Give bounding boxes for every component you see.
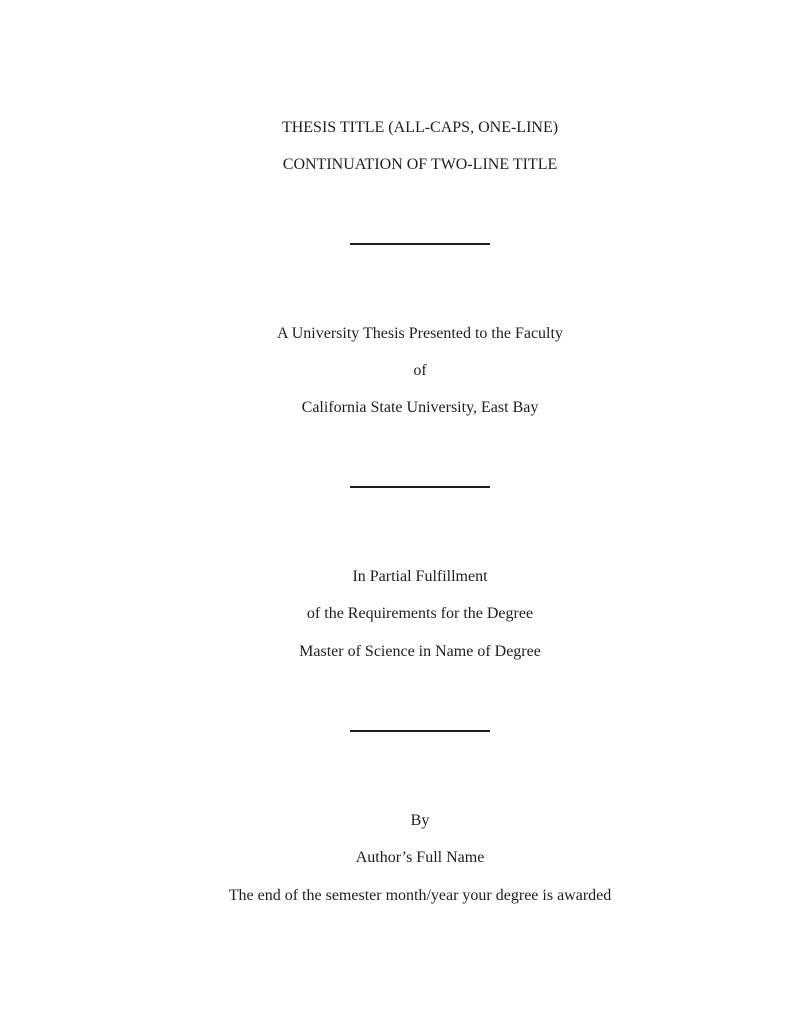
requirements-line: of the Requirements for the Degree bbox=[306, 605, 534, 622]
section-divider-rule bbox=[350, 243, 490, 245]
partial-fulfillment-line: In Partial Fulfillment bbox=[352, 568, 488, 585]
by-line: By bbox=[410, 812, 430, 829]
thesis-title-line-1: THESIS TITLE (ALL-CAPS, ONE-LINE) bbox=[281, 119, 559, 136]
section-divider-rule bbox=[350, 730, 490, 732]
thesis-title-line-2: CONTINUATION OF TWO-LINE TITLE bbox=[282, 156, 558, 173]
of-line: of bbox=[413, 362, 427, 379]
university-name: California State University, East Bay bbox=[301, 399, 539, 416]
degree-name: Master of Science in Name of Degree bbox=[299, 643, 541, 660]
degree-award-date: The end of the semester month/year your degree is awarded bbox=[228, 887, 612, 904]
author-name: Author’s Full Name bbox=[355, 849, 485, 866]
section-divider-rule bbox=[350, 486, 490, 488]
presented-to-faculty-line: A University Thesis Presented to the Faculty bbox=[277, 325, 563, 342]
